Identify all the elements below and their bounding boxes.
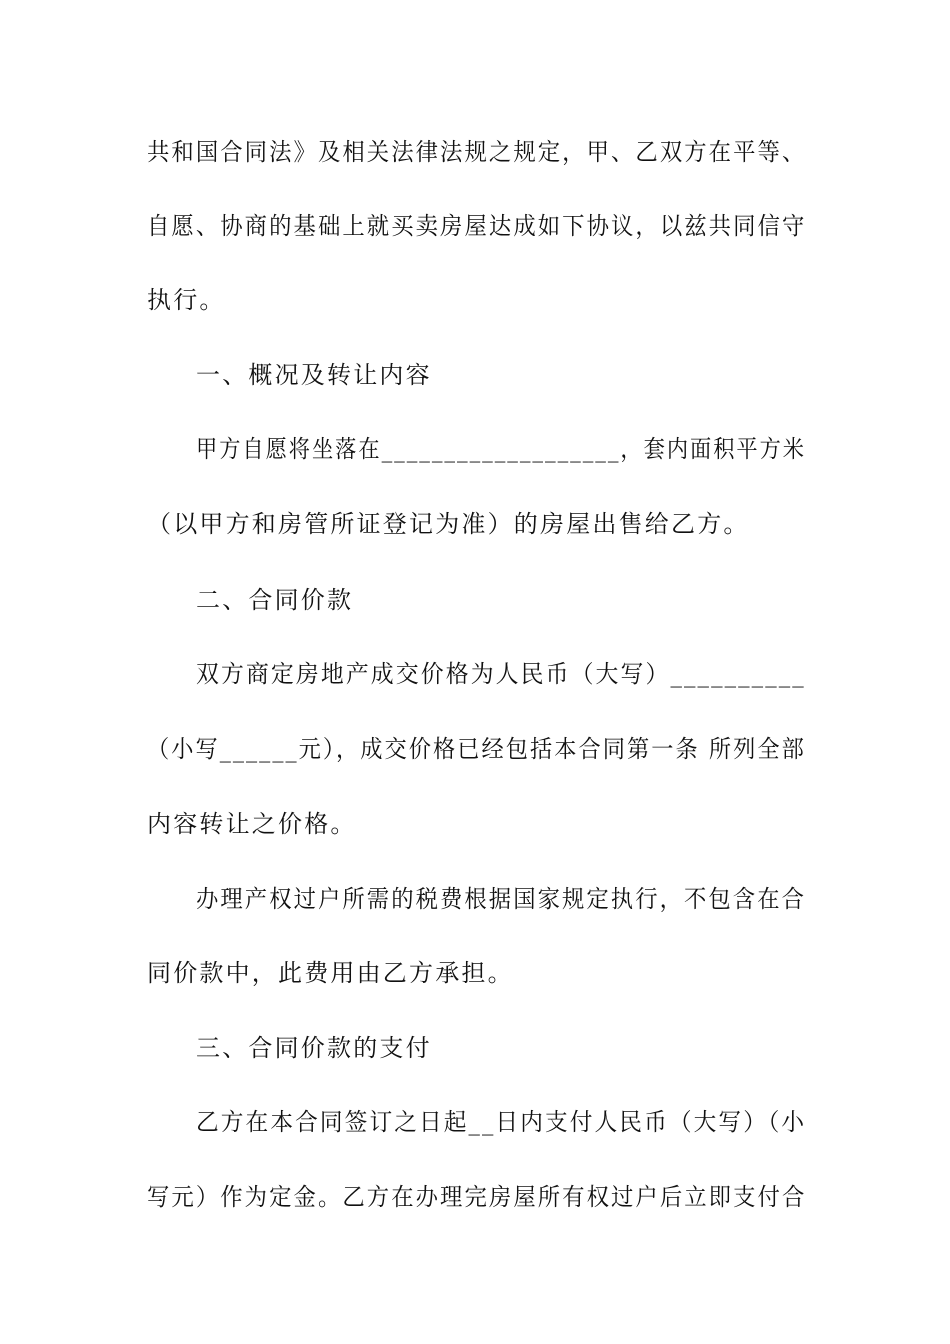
paragraph-line: 内容转让之价格。 [147, 810, 357, 838]
section-heading: 二、合同价款 [196, 586, 354, 614]
paragraph-line: 自愿、协商的基础上就买卖房屋达成如下协议，以兹共同信守 [147, 212, 807, 240]
paragraph-line: 执行。 [147, 286, 226, 314]
section-heading: 一、概况及转让内容 [196, 361, 432, 389]
section-heading: 三、合同价款的支付 [196, 1034, 432, 1062]
paragraph-line: （小写______元），成交价格已经包括本合同第一条 所列全部 [147, 735, 806, 763]
paragraph-line: 写元）作为定金。乙方在办理完房屋所有权过户后立即支付合 [147, 1183, 807, 1211]
paragraph-line: （以甲方和房管所证登记为准）的房屋出售给乙方。 [147, 510, 750, 538]
paragraph-line: 甲方自愿将坐落在___________________，套内面积平方米 [196, 435, 806, 463]
paragraph-line: 乙方在本合同签订之日起__日内支付人民币（大写）（小 [196, 1108, 807, 1136]
paragraph-line: 同价款中，此费用由乙方承担。 [147, 959, 514, 987]
paragraph-line: 共和国合同法》及相关法律法规之规定，甲、乙双方在平等、 [147, 138, 807, 166]
paragraph-line: 办理产权过户所需的税费根据国家规定执行，不包含在合 [196, 885, 806, 913]
paragraph-line: 双方商定房地产成交价格为人民币（大写）__________ [196, 660, 806, 688]
